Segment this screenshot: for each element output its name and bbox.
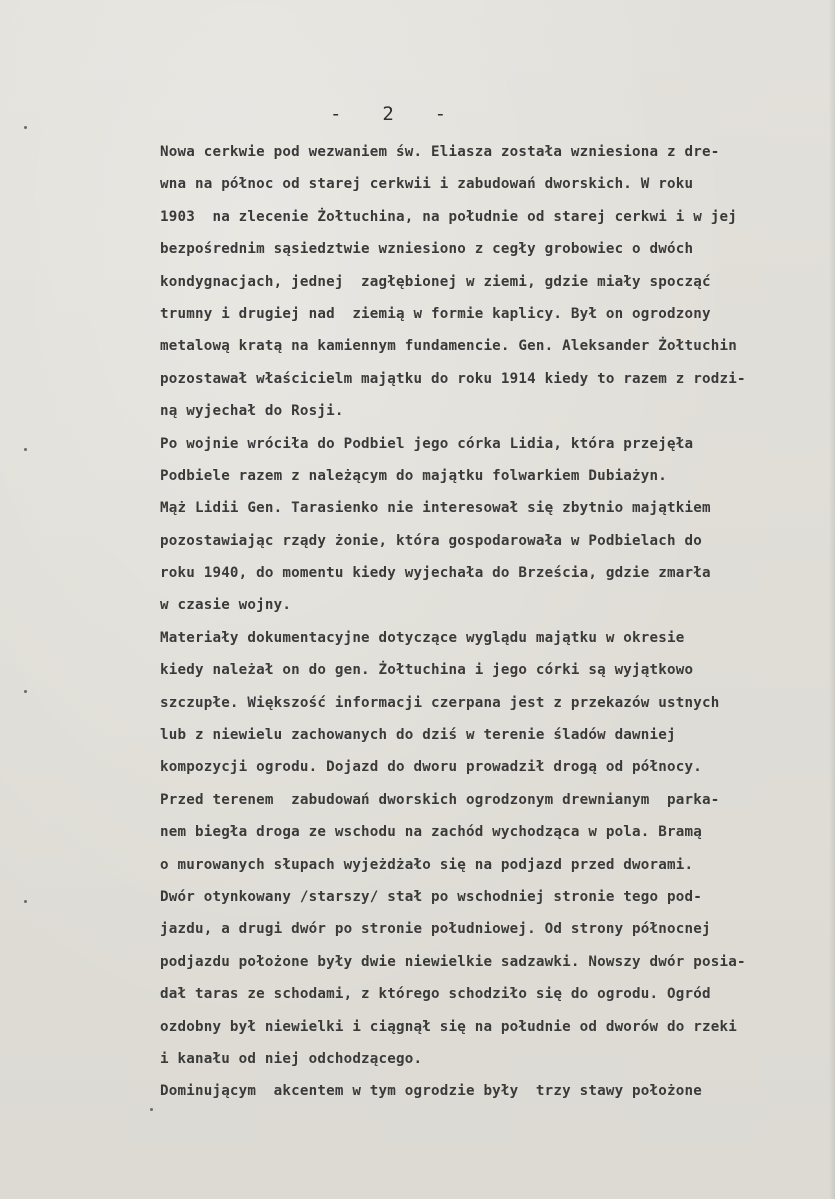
text-line: pozostawiając rządy żonie, która gospodarowała w Podbielach do: [160, 532, 702, 549]
text-line: Przed terenem zabudowań dworskich ogrodzonym drewnianym parka-: [160, 791, 720, 808]
text-line: pozostawał właścicielm majątku do roku 1914 kiedy to razem z rodzi-: [160, 370, 746, 387]
text-line: i kanału od niej odchodzącego.: [160, 1050, 423, 1067]
text-line: roku 1940, do momentu kiedy wyjechała do Brześcia, gdzie zmarła: [160, 565, 711, 582]
text-line: Dwór otynkowany /starszy/ stał po wschodniej stronie tego pod-: [160, 888, 702, 905]
text-line: podjazdu położone były dwie niewielkie sadzawki. Nowszy dwór posia-: [160, 953, 746, 970]
text-line: ozdobny był niewielki i ciągnął się na południe od dworów do rzeki: [160, 1018, 737, 1035]
text-line: nem biegła droga ze wschodu na zachód wychodząca w pola. Bramą: [160, 824, 702, 841]
margin-mark: [24, 900, 27, 903]
text-line: trumny i drugiej nad ziemią w formie kaplicy. Był on ogrodzony: [160, 305, 711, 322]
text-line: kompozycji ogrodu. Dojazd do dworu prowadził drogą od północy.: [160, 759, 702, 776]
text-line: Dominującym akcentem w tym ogrodzie były trzy stawy położone: [160, 1083, 702, 1100]
text-line: w czasie wojny.: [160, 597, 292, 614]
text-line: Mąż Lidii Gen. Tarasienko nie interesował się zbytnio majątkiem: [160, 500, 711, 517]
text-line: bezpośrednim sąsiedztwie wzniesiono z cegły grobowiec o dwóch: [160, 241, 694, 258]
text-line: 1903 na zlecenie Żołtuchina, na południe od starej cerkwi i w jej: [160, 208, 737, 225]
text-line: Podbiele razem z należącym do majątku folwarkiem Dubiażyn.: [160, 467, 668, 484]
page-edge: [829, 0, 835, 1199]
text-line: dał taras ze schodami, z którego schodziło się do ogrodu. Ogród: [160, 986, 711, 1003]
text-line: metalową kratą na kamiennym fundamencie. Gen. Aleksander Żołtuchin: [160, 338, 737, 355]
margin-mark: [24, 126, 27, 129]
text-line: wna na północ od starej cerkwii i zabudowań dworskich. W roku: [160, 176, 694, 193]
text-line: Materiały dokumentacyjne dotyczące wyglądu majątku w okresie: [160, 629, 685, 646]
page-number: - 2 -: [330, 103, 453, 125]
text-line: lub z niewielu zachowanych do dziś w terenie śladów dawniej: [160, 727, 676, 744]
text-line: kondygnacjach, jednej zagłębionej w ziemi, gdzie miały spocząć: [160, 273, 711, 290]
text-line: ną wyjechał do Rosji.: [160, 403, 344, 420]
text-line: Nowa cerkwie pod wezwaniem św. Eliasza została wzniesiona z dre-: [160, 144, 720, 160]
margin-mark: [150, 1108, 153, 1111]
text-line: Po wojnie wróciła do Podbiel jego córka Lidia, która przejęła: [160, 435, 694, 452]
body-text: [160, 136, 835, 1108]
text-line: o murowanych słupach wyjeżdżało się na podjazd przed dworami.: [160, 856, 694, 873]
margin-mark: [24, 448, 27, 451]
margin-mark: [24, 690, 27, 693]
text-line: jazdu, a drugi dwór po stronie południowej. Od strony północnej: [160, 921, 711, 938]
text-line: szczupłe. Większość informacji czerpana jest z przekazów ustnych: [160, 694, 720, 711]
text-line: kiedy należał on do gen. Żołtuchina i jego córki są wyjątkowo: [160, 662, 694, 679]
